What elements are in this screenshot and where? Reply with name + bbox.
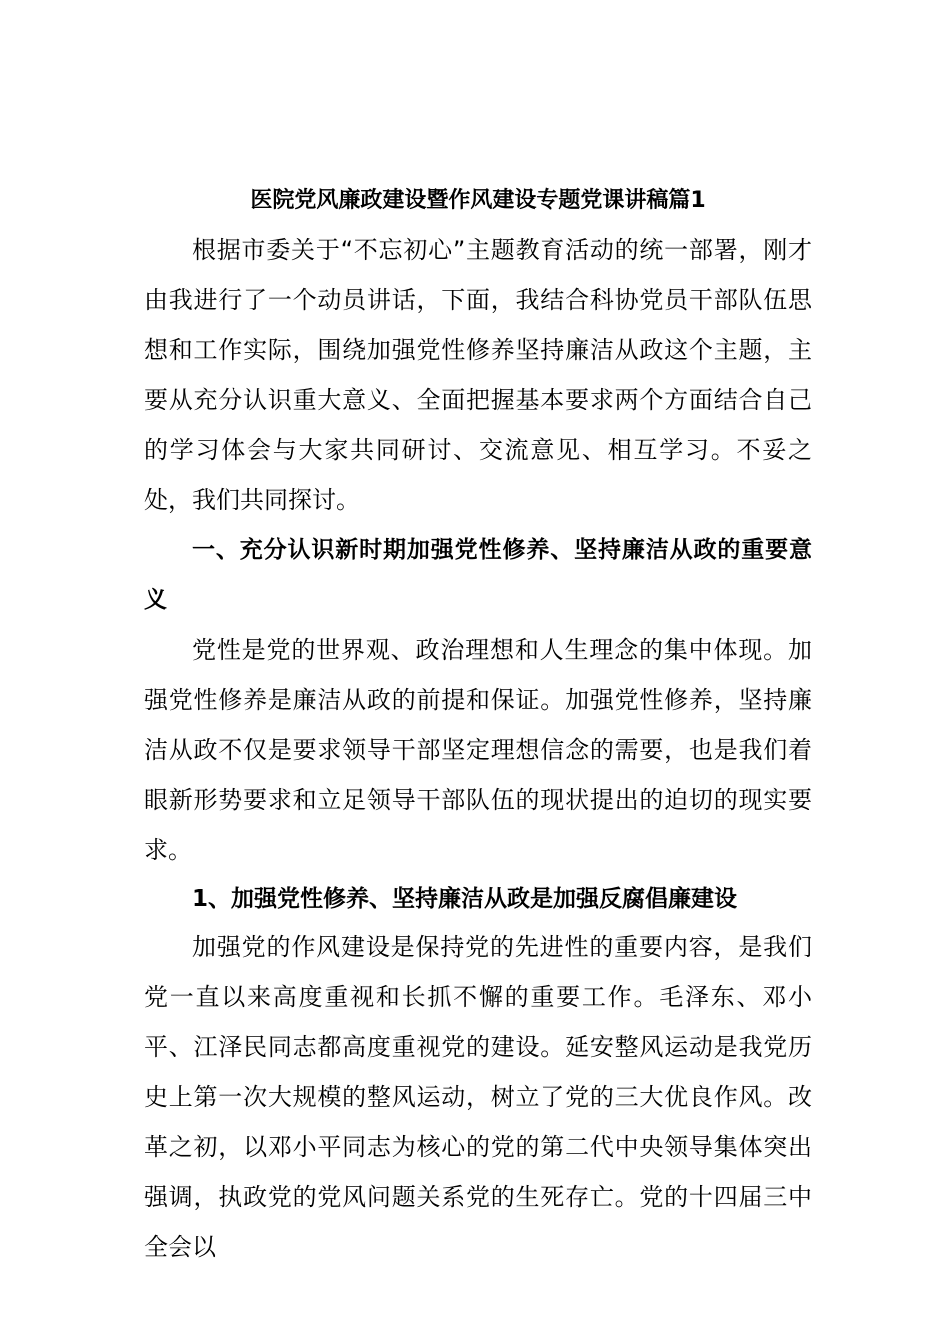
paragraph-party-spirit: 党性是党的世界观、政治理想和人生理念的集中体现。加强党性修养是廉洁从政的前提和保证。加强党性修养，坚持廉洁从政不仅是要求领导干部坚定理想信念的需要，也是我们着眼新形势要求和立足领导干部队伍的现状提出的迫切的现实要求。 xyxy=(144,636,812,864)
section-heading-1: 一、充分认识新时期加强党性修养、坚持廉洁从政的重要意义 xyxy=(144,537,812,613)
subsection-heading-1: 1、加强党性修养、坚持廉洁从政是加强反腐倡廉建设 xyxy=(192,886,738,912)
document-title: 医院党风廉政建设暨作风建设专题党课讲稿篇1 xyxy=(250,188,706,213)
paragraph-work-style: 加强党的作风建设是保持党的先进性的重要内容，是我们党一直以来高度重视和长抓不懈的重要工作。毛泽东、邓小平、江泽民同志都高度重视党的建设。延安整风运动是我党历史上第一次大规模的整风运动，树立了党的三大优良作风。改革之初，以邓小平同志为核心的党的第二代中央领导集体突出强调，执政党的党风问题关系党的生死存亡。党的十四届三中全会以 xyxy=(144,933,812,1261)
paragraph-intro: 根据市委关于“不忘初心”主题教育活动的统一部署，刚才由我进行了一个动员讲话，下面，我结合科协党员干部队伍思想和工作实际，围绕加强党性修养坚持廉洁从政这个主题，主要从充分认识重大意义、全面把握基本要求两个方面结合自己的学习体会与大家共同研讨、交流意见、相互学习。不妥之处，我们共同探讨。 xyxy=(144,236,812,514)
